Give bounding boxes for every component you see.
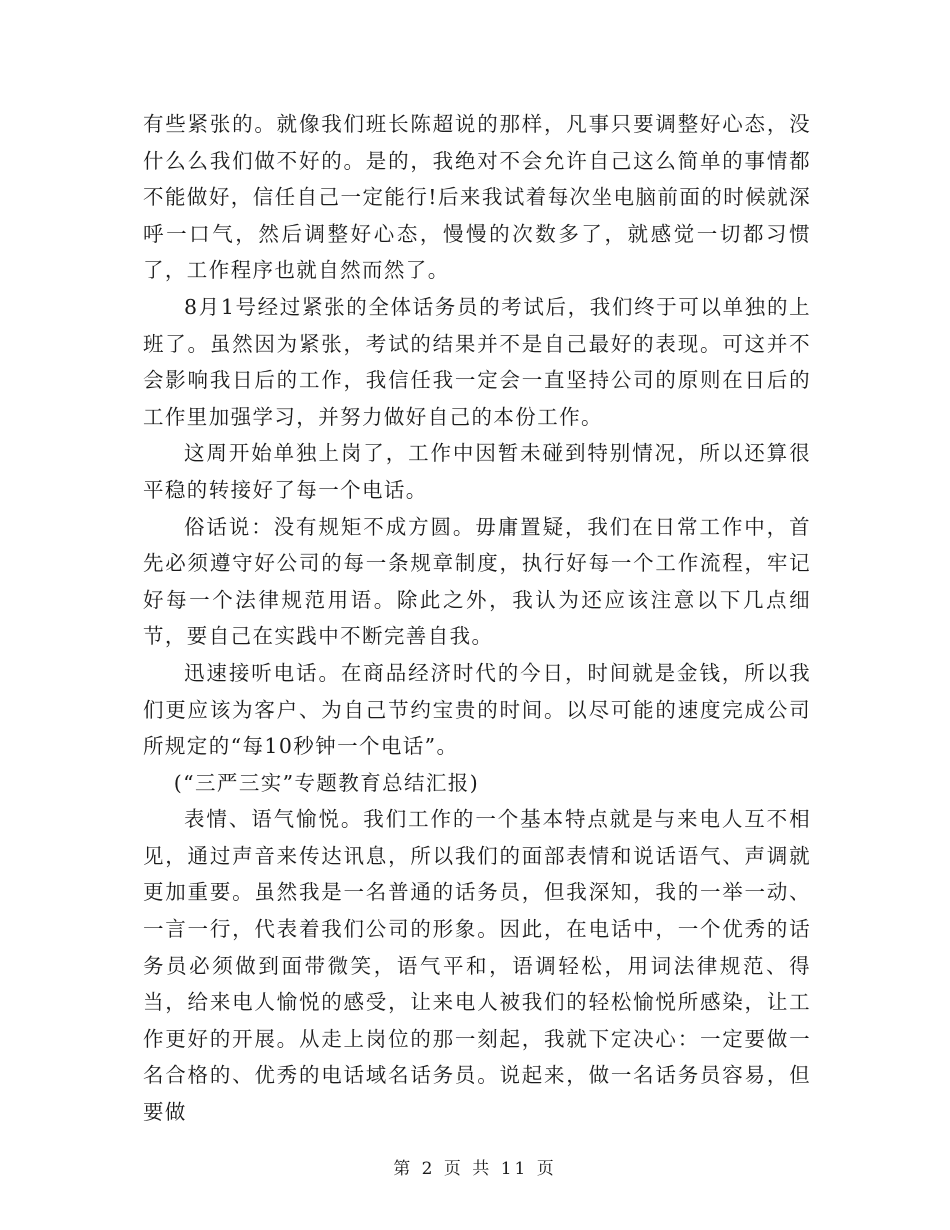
page-footer: 第 2 页 共 11 页 bbox=[393, 1159, 557, 1179]
paragraph-2: 8月1号经过紧张的全体话务员的考试后，我们终于可以单独的上班了。虽然因为紧张，考试的结果并不是自己最好的表现。可这并不会影响我日后的工作，我信任我一定会一直坚持公司的原则在日后的工作里加强学习，并努力做好自己的本份工作。 bbox=[143, 294, 811, 429]
body-text bbox=[143, 106, 811, 1131]
paragraph-1: 有些紧张的。就像我们班长陈超说的那样，凡事只要调整好心态，没什么么我们做不好的。是的，我绝对不会允许自己这么简单的事情都不能做好，信任自己一定能行!后来我试着每次坐电脑前面的时候就深呼一口气，然后调整好心态，慢慢的次数多了，就感觉一切都习惯了，工作程序也就自然而然了。 bbox=[143, 112, 811, 283]
paragraph-3: 这周开始单独上岗了，工作中因暂未碰到特别情况，所以还算很平稳的转接好了每一个电话。 bbox=[143, 441, 811, 502]
paragraph-5: 迅速接听电话。在商品经济时代的今日，时间就是金钱，所以我们更应该为客户、为自己节约宝贵的时间。以尽可能的速度完成公司所规定的“每10秒钟一个电话”。 bbox=[143, 660, 811, 759]
paragraph-4: 俗话说：没有规矩不成方圆。毋庸置疑，我们在日常工作中，首先必须遵守好公司的每一条规章制度，执行好每一个工作流程，牢记好每一个法律规范用语。除此之外，我认为还应该注意以下几点细节，要自己在实践中不断完善自我。 bbox=[143, 514, 811, 649]
paragraph-7: 表情、语气愉悦。我们工作的一个基本特点就是与来电人互不相见，通过声音来传达讯息，所以我们的面部表情和说话语气、声调就更加重要。虽然我是一名普通的话务员，但我深知，我的一举一动、一言一行，代表着我们公司的形象。因此，在电话中，一个优秀的话务员必须做到面带微笑，语气平和，语调轻松，用词法律规范、得当，给来电人愉悦的感受，让来电人被我们的轻松愉悦所感染，让工作更好的开展。从走上岗位的那一刻起，我就下定决心：一定要做一名合格的、优秀的电话域名话务员。说起来，做一名话务员容易，但要做 bbox=[143, 807, 811, 1125]
paragraph-6: (“三严三实”专题教育总结汇报) bbox=[173, 770, 480, 795]
